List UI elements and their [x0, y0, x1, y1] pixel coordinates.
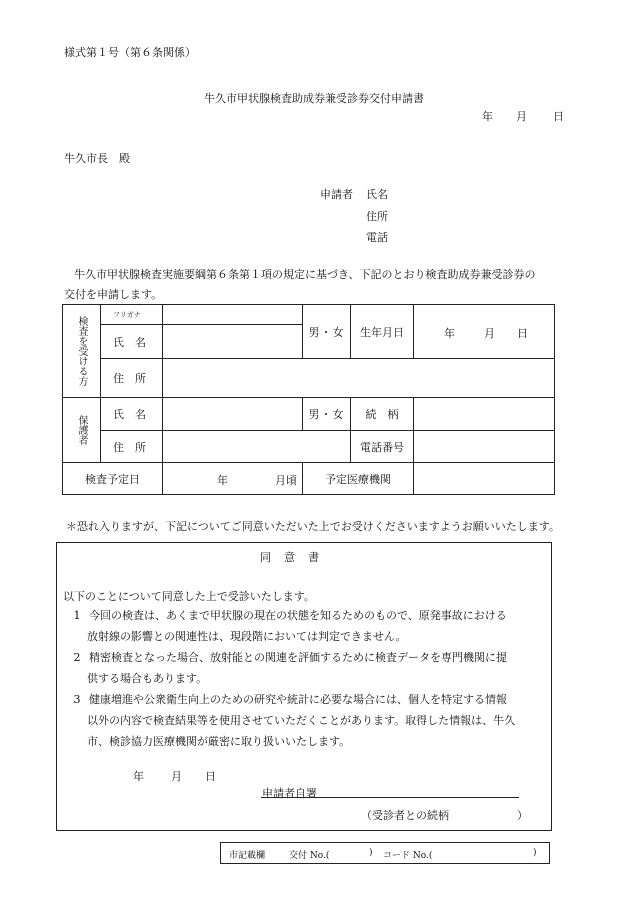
code-no-close: ) [533, 848, 537, 858]
relation-open: （受診者との続柄 [361, 809, 449, 822]
form-number: 様式第１号（第６条関係） [64, 46, 196, 59]
clinic-field[interactable] [414, 463, 555, 495]
intro-line-1: 牛久市甲状腺検査実施要綱第６条第１項の規定に基づき、下記のとおり検査助成券兼受診券の [74, 268, 536, 281]
relation-close: ） [517, 809, 528, 822]
date-day: 日 [553, 110, 564, 123]
examinee-group-cell [63, 305, 101, 398]
clinic-label: 予定医療機関 [303, 463, 414, 495]
consent-item-3 [67, 689, 542, 752]
date-month: 月 [516, 110, 527, 123]
applicant-label: 申請者 [320, 188, 353, 201]
relation-field[interactable] [414, 398, 555, 431]
consent-date-day: 日 [205, 770, 216, 783]
guardian-address-label: 住 所 [101, 431, 163, 463]
applicant-name-label: 氏名 [366, 188, 388, 201]
exam-month: 月頃 [275, 473, 297, 487]
issue-no-close: ) [369, 848, 373, 858]
furigana-field[interactable] [163, 305, 303, 325]
applicant-phone-label: 電話 [366, 231, 388, 244]
consent-item-number: 1 [73, 609, 81, 622]
birthdate-label: 生年月日 [351, 305, 414, 359]
consent-item-number: 2 [73, 651, 81, 664]
consent-box [56, 542, 552, 831]
birth-month: 月 [484, 326, 495, 340]
consent-item-line: 市、検診協力医療機関が厳密に取り扱いいたします。 [87, 735, 351, 748]
consent-item-1 [67, 605, 542, 647]
examinee-name-label: 氏 名 [101, 325, 163, 359]
office-use-box [220, 842, 550, 864]
exam-date-field[interactable] [163, 463, 303, 495]
guardian-phone-field[interactable] [414, 431, 555, 463]
guardian-name-field[interactable] [163, 398, 303, 431]
consent-lead: 以下のことについて同意した上で受診いたします。 [63, 590, 315, 603]
consent-item-line: 以外の内容で検査結果等を使用させていただくことがあります。取得した情報は、牛久 [87, 714, 516, 727]
examinee-address-label: 住 所 [101, 359, 163, 398]
guardian-phone-label: 電話番号 [351, 431, 414, 463]
guardian-sex[interactable]: 男・女 [303, 398, 351, 431]
guardian-name-label: 氏 名 [101, 398, 163, 431]
birth-day: 日 [517, 326, 528, 340]
consent-item-line: 精密検査となった場合、放射能との関連を評価するために検査データを専門機関に提 [89, 651, 507, 664]
consent-date-month: 月 [171, 770, 182, 783]
consent-date-year: 年 [133, 770, 144, 783]
examinee-name-field[interactable] [163, 325, 303, 359]
exam-date-label: 検査予定日 [63, 463, 163, 495]
guardian-address-field[interactable] [163, 431, 351, 463]
consent-item-line: 放射線の影響との関連性は、現段階においては判定できません。 [87, 630, 407, 643]
exam-year: 年 [217, 473, 228, 487]
furigana-label: フリガナ [101, 305, 163, 325]
intro-line-2: 交付を申請します。 [64, 288, 163, 301]
birth-year: 年 [444, 326, 455, 340]
consent-item-line: 今回の検査は、あくまで甲状腺の現在の状態を知るためのもので、原発事故における [89, 609, 507, 622]
guardian-group-label: 保護者 [76, 415, 87, 445]
consent-notice: ＊恐れ入りますが、下記についてご同意いただいた上でお受けくださいますようお願いいたします。 [66, 520, 560, 533]
consent-item-number: 3 [73, 693, 81, 706]
issue-no-label: 交付 No.( [289, 851, 330, 861]
relation-label: 続 柄 [351, 398, 414, 431]
applicant-address-label: 住所 [366, 210, 388, 223]
date-year: 年 [482, 110, 493, 123]
consent-item-line: 供する場合もあります。 [87, 672, 208, 685]
office-label: 市記載欄 [229, 851, 266, 861]
examinee-group-label: 検査を受ける方 [76, 316, 87, 386]
examinee-address-field[interactable] [163, 359, 555, 398]
consent-title: 同 意 書 [260, 551, 320, 564]
signature-label: 申請者自署 [262, 787, 317, 800]
application-table [62, 304, 555, 495]
consent-item-2 [67, 647, 542, 689]
addressee: 牛久市長 殿 [64, 152, 130, 165]
examinee-sex[interactable]: 男・女 [303, 305, 351, 359]
guardian-group-cell [63, 398, 101, 463]
signature-line[interactable] [261, 797, 519, 798]
birthdate-field[interactable] [414, 305, 555, 359]
code-no-label: コード No.( [383, 851, 433, 861]
page-title: 牛久市甲状腺検査助成券兼受診券交付申請書 [204, 92, 424, 105]
consent-item-line: 健康増進や公衆衛生向上のための研究や統計に必要な場合には、個人を特定する情報 [89, 693, 507, 706]
